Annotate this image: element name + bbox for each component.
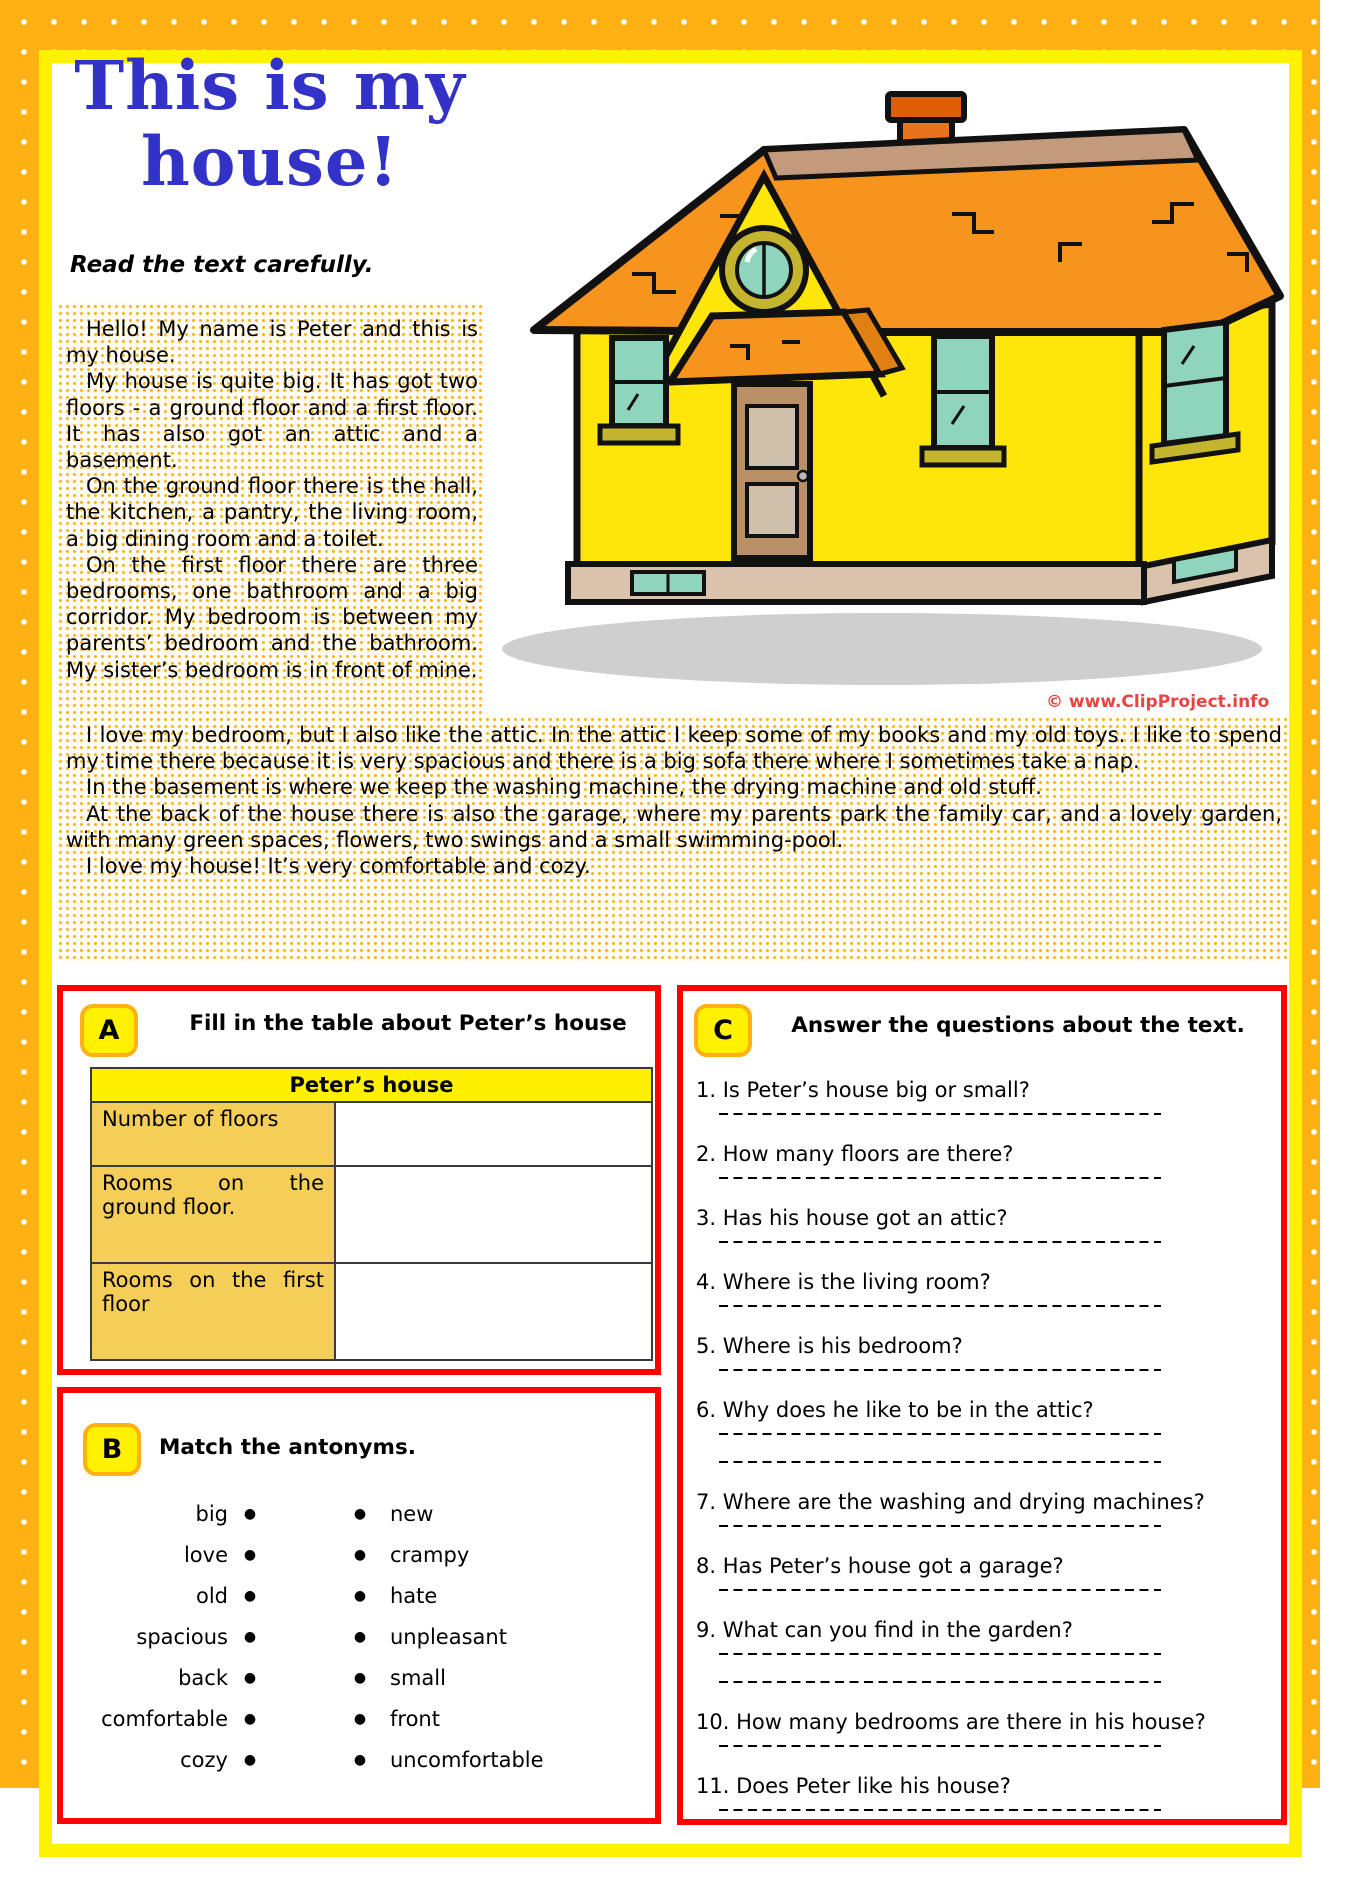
front-door xyxy=(734,384,810,558)
bullet-dot-icon: ● xyxy=(353,1587,367,1604)
instruction-read-text: Read the text carefully. xyxy=(70,252,374,278)
bullet-dot-icon: ● xyxy=(353,1628,367,1645)
antonym-left-word: old xyxy=(195,1583,228,1608)
bullet-dot-icon: ● xyxy=(353,1505,367,1522)
bullet-dot-icon: ● xyxy=(243,1710,257,1727)
bullet-dot-icon: ● xyxy=(243,1669,257,1686)
question: 5. Where is his bedroom? xyxy=(696,1334,963,1358)
passage-paragraph: I love my house! It’s very comfortable and cozy. xyxy=(86,854,591,879)
antonym-row xyxy=(73,1616,618,1657)
antonym-left-word: comfortable xyxy=(101,1706,228,1731)
antonym-row xyxy=(73,1657,618,1698)
answer-line xyxy=(719,1369,1161,1371)
passage-paragraph: Hello! My name is Peter and this is my house. xyxy=(66,317,478,368)
table-row-answer-cell xyxy=(335,1102,652,1166)
antonym-left-word: big xyxy=(195,1501,228,1526)
antonym-match-list xyxy=(73,1493,618,1780)
bullet-dot-icon: ● xyxy=(353,1710,367,1727)
passage-paragraph: I love my bedroom, but I also like the attic. In the attic I keep some of my books and my old toys. I like to spend my time there because it is very spacious and there is a big sofa there where I sometimes take a nap. xyxy=(66,723,1282,774)
reading-passage-column xyxy=(66,316,478,683)
house-shadow xyxy=(502,613,1262,685)
antonym-right-word: small xyxy=(390,1665,446,1690)
antonym-right-word: new xyxy=(390,1501,434,1526)
question: 9. What can you find in the garden? xyxy=(696,1618,1073,1642)
table-row-answer-cell xyxy=(335,1166,652,1263)
passage-paragraph: My house is quite big. It has got two floors - a ground floor and a first floor. It has also got an attic and a basement. xyxy=(66,369,478,473)
passage-paragraph: At the back of the house there is also the garage, where my parents park the family car, and a lovely garden, with many green spaces, flowers, two swings and a small swimming-pool. xyxy=(66,801,1282,852)
answer-line xyxy=(719,1681,1161,1683)
antonym-row xyxy=(73,1493,618,1534)
question-list xyxy=(696,1077,1271,1837)
answer-line xyxy=(719,1113,1161,1115)
answer-line xyxy=(719,1589,1161,1591)
table-row-label: Number of floors xyxy=(91,1102,335,1166)
answer-line xyxy=(719,1745,1161,1747)
answer-line xyxy=(719,1177,1161,1179)
section-b xyxy=(57,1387,661,1824)
antonym-left-word: cozy xyxy=(180,1747,228,1772)
section-a-title: Fill in the table about Peter’s house xyxy=(189,1011,627,1036)
section-b-title: Match the antonyms. xyxy=(159,1435,416,1460)
page-title-line2: house! xyxy=(141,122,399,201)
antonym-right-word: unpleasant xyxy=(390,1624,507,1649)
section-b-badge: B xyxy=(83,1423,141,1476)
passage-paragraph: On the ground floor there is the hall, the kitchen, a pantry, the living room, a big dining room and a toilet. xyxy=(66,474,478,551)
antonym-row xyxy=(73,1534,618,1575)
question: 11. Does Peter like his house? xyxy=(696,1774,1011,1798)
answer-line xyxy=(719,1653,1161,1655)
answer-line xyxy=(719,1461,1161,1463)
antonym-left-word: back xyxy=(178,1665,228,1690)
side-window xyxy=(1152,322,1238,462)
basement-window-left xyxy=(632,572,704,594)
table-row-answer-cell xyxy=(335,1263,652,1360)
question: 1. Is Peter’s house big or small? xyxy=(696,1078,1030,1102)
peters-house-table xyxy=(90,1067,653,1361)
bullet-dot-icon: ● xyxy=(353,1546,367,1563)
antonym-right-word: uncomfortable xyxy=(390,1747,544,1772)
antonym-row xyxy=(73,1698,618,1739)
antonym-right-word: hate xyxy=(390,1583,438,1608)
front-right-window xyxy=(922,336,1004,465)
round-attic-window xyxy=(722,228,806,312)
antonym-left-word: spacious xyxy=(136,1624,228,1649)
question: 3. Has his house got an attic? xyxy=(696,1206,1008,1230)
answer-line xyxy=(719,1433,1161,1435)
question: 2. How many floors are there? xyxy=(696,1142,1014,1166)
passage-paragraph: In the basement is where we keep the washing machine, the drying machine and old stuff. xyxy=(86,775,1042,800)
section-a xyxy=(57,985,661,1375)
section-a-badge: A xyxy=(80,1004,138,1057)
question: 4. Where is the living room? xyxy=(696,1270,991,1294)
bullet-dot-icon: ● xyxy=(353,1751,367,1768)
door-awning xyxy=(670,310,902,382)
antonym-right-word: front xyxy=(390,1706,440,1731)
answer-line xyxy=(719,1305,1161,1307)
antonym-row xyxy=(73,1575,618,1616)
bullet-dot-icon: ● xyxy=(243,1546,257,1563)
question: 8. Has Peter’s house got a garage? xyxy=(696,1554,1064,1578)
bullet-dot-icon: ● xyxy=(243,1751,257,1768)
question: 7. Where are the washing and drying machines? xyxy=(696,1490,1205,1514)
bullet-dot-icon: ● xyxy=(353,1669,367,1686)
passage-paragraph: On the first floor there are three bedrooms, one bathroom and a big corridor. My bedroom is between my parents’ bedroom and the bathroom. My sister’s bedroom is in front of mine. xyxy=(66,552,478,682)
left-window xyxy=(600,338,678,443)
bullet-dot-icon: ● xyxy=(243,1505,257,1522)
page-title-line1: This is my xyxy=(74,46,466,125)
table-header: Peter’s house xyxy=(91,1068,652,1102)
bullet-dot-icon: ● xyxy=(243,1628,257,1645)
page-title xyxy=(50,48,490,200)
table-row-label: Rooms on the first floor xyxy=(91,1263,335,1360)
bullet-dot-icon: ● xyxy=(243,1587,257,1604)
antonym-row xyxy=(73,1739,618,1780)
table-row-label: Rooms on the ground floor. xyxy=(91,1166,335,1263)
answer-line xyxy=(719,1241,1161,1243)
reading-passage-fullwidth xyxy=(66,722,1282,879)
house-illustration xyxy=(482,84,1288,706)
section-c xyxy=(677,985,1287,1825)
answer-line xyxy=(719,1809,1161,1811)
question: 6. Why does he like to be in the attic? xyxy=(696,1398,1094,1422)
section-c-title: Answer the questions about the text. xyxy=(791,1013,1245,1038)
antonym-left-word: love xyxy=(183,1542,228,1567)
question: 10. How many bedrooms are there in his house? xyxy=(696,1710,1206,1734)
section-c-badge: C xyxy=(694,1004,752,1057)
antonym-right-word: crampy xyxy=(390,1542,470,1567)
answer-line xyxy=(719,1525,1161,1527)
image-credit: © www.ClipProject.info xyxy=(1046,692,1270,712)
